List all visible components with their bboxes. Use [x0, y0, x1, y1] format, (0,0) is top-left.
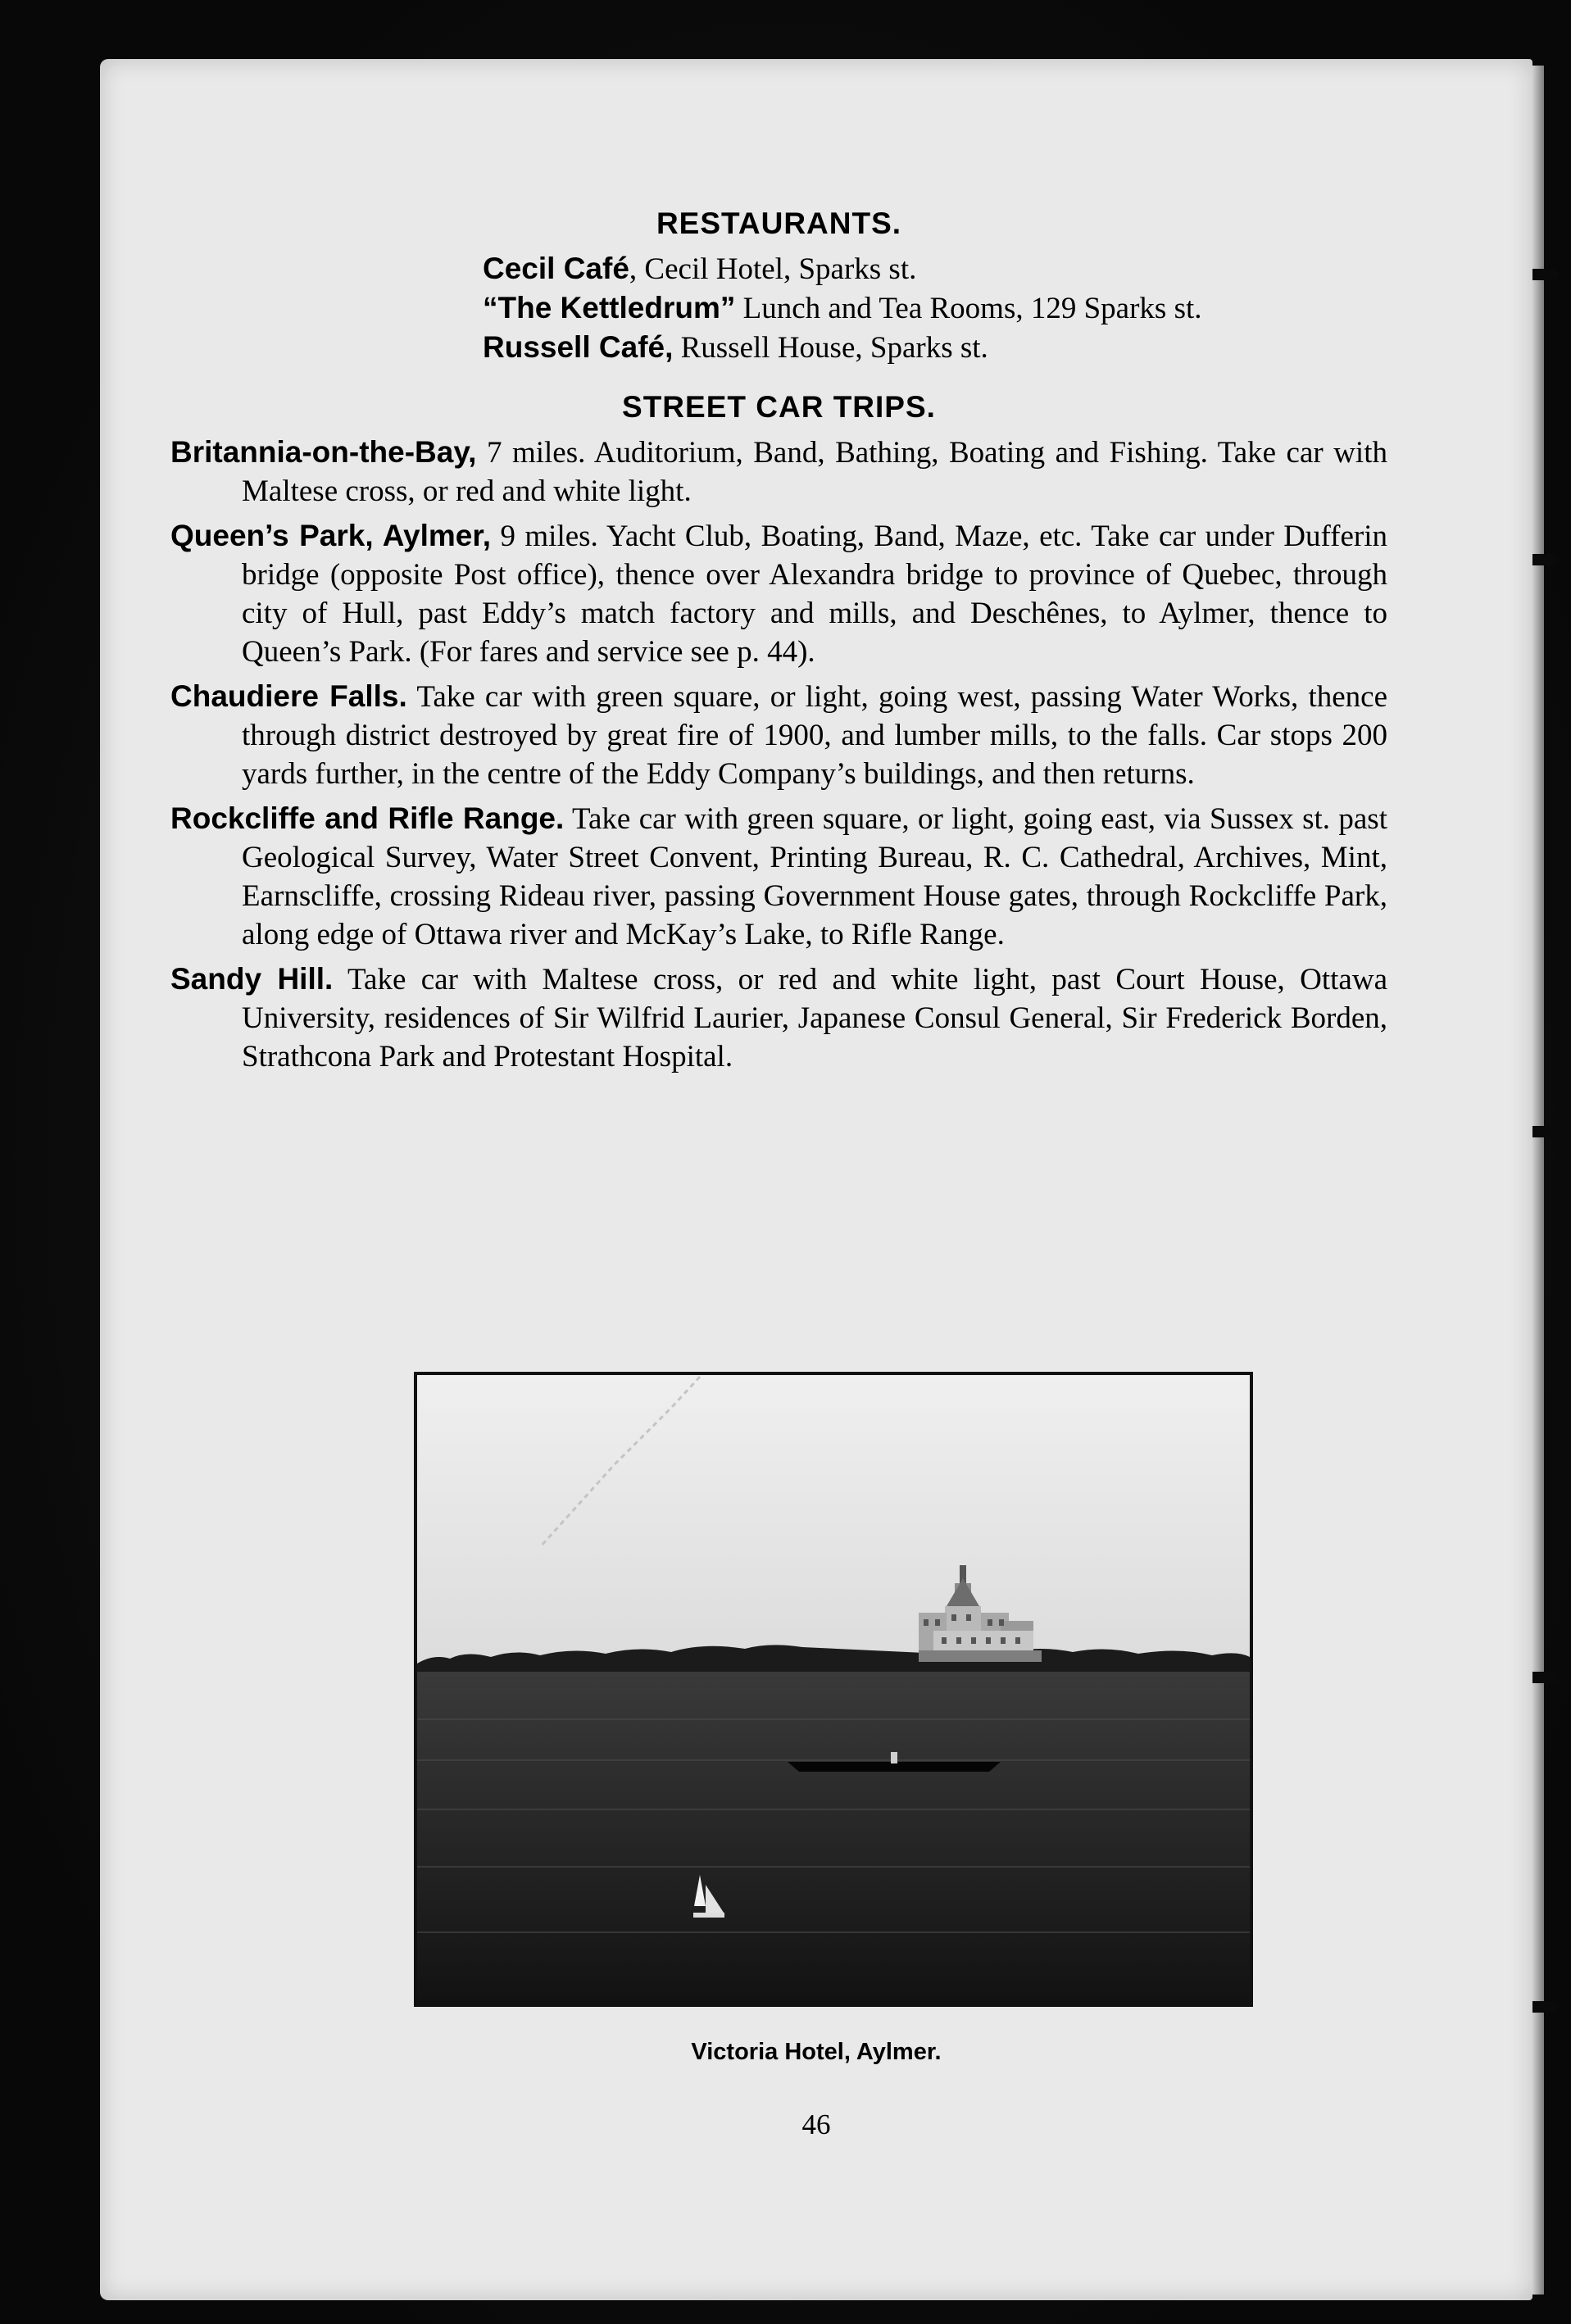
- restaurant-details: Lunch and Tea Rooms, 129 Sparks st.: [735, 292, 1202, 325]
- trip-description: 9 miles. Yacht Club, Boating, Band, Maze, etc. Take car under Dufferin bridge (opposite Post office), thence over Alexandra bridge to province of Quebec, through city of Hull, past Eddy’s match factory and mills, and Deschênes, to Aylmer, thence to Queen’s Park. (For fares and service see p. 44).: [242, 520, 1387, 669]
- trip-description: 7 miles. Auditorium, Band, Bathing, Boating and Fishing. Take car with Maltese cross, or red and white light.: [242, 436, 1387, 508]
- restaurant-name: “The Kettledrum”: [483, 291, 736, 325]
- trip-description: Take car with Maltese cross, or red and white light, past Court House, Ottawa University, residences of Sir Wilfrid Laurier, Japanese Consul General, Sir Frederick Borden, Strathcona Park and Protestant Hospital.: [242, 963, 1388, 1073]
- hotel-photo-illustration: [417, 1375, 1250, 2004]
- trip-entry-queens-park: [170, 516, 1387, 671]
- restaurant-name: Cecil Café: [483, 252, 629, 285]
- trip-entry-sandy-hill: [170, 960, 1387, 1076]
- trip-destination: Sandy Hill.: [170, 962, 334, 996]
- restaurant-details: , Cecil Hotel, Sparks st.: [629, 252, 917, 286]
- trip-description: Take car with green square, or light, going east, via Sussex st. past Geological Survey, Water Street Convent, Printing Bureau, R. C. Cathedral, Archives, Mint, Earnscliffe, crossing Rideau river, passing Government House gates, through Rockcliffe Park, along edge of Ottawa river and McKay’s Lake, to Rifle Range.: [242, 802, 1387, 951]
- restaurant-entry: [483, 249, 1387, 288]
- trip-destination: Rockcliffe and Rifle Range.: [170, 801, 565, 835]
- restaurants-heading: RESTAURANTS.: [656, 207, 902, 240]
- page-number: 46: [801, 2108, 831, 2140]
- trip-entry-rockcliffe: [170, 799, 1387, 954]
- trip-destination: Britannia-on-the-Bay,: [170, 435, 477, 469]
- trip-destination: Chaudiere Falls.: [170, 679, 407, 713]
- page-text: [170, 207, 1387, 1082]
- restaurant-entry: [483, 328, 1387, 367]
- hotel-photograph: [414, 1372, 1253, 2007]
- trip-entry-britannia: [170, 433, 1387, 511]
- trip-entry-chaudiere-falls: [170, 677, 1387, 793]
- photo-caption: Victoria Hotel, Aylmer.: [691, 2039, 942, 2065]
- trip-description: Take car with green square, or light, going west, passing Water Works, thence through district destroyed by great fire of 1900, and lumber mills, to the falls. Car stops 200 yards further, in the centre of the Eddy Company’s buildings, and then returns.: [242, 680, 1387, 791]
- restaurant-details: Russell House, Sparks st.: [673, 331, 988, 365]
- trip-destination: Queen’s Park, Aylmer,: [170, 519, 492, 552]
- restaurant-name: Russell Café,: [483, 330, 674, 364]
- street-car-trips-heading: STREET CAR TRIPS.: [622, 390, 936, 424]
- restaurant-entry: [483, 288, 1387, 328]
- restaurant-list: [483, 249, 1387, 367]
